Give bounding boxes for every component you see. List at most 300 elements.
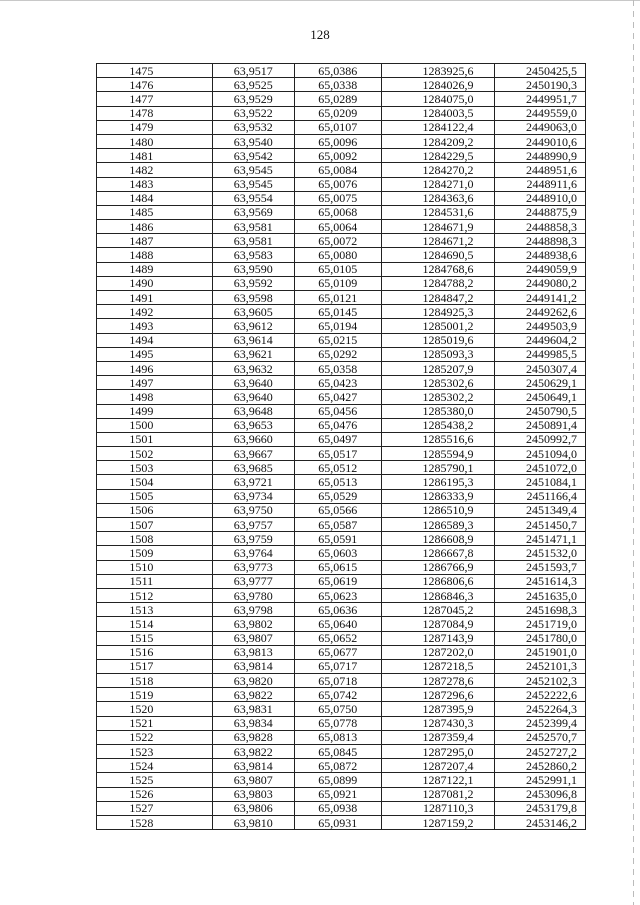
point-number-cell: 1516	[97, 645, 213, 659]
table-row	[97, 177, 586, 191]
latitude-cell: 63,9612	[212, 319, 294, 333]
longitude-cell: 65,0512	[294, 461, 381, 475]
table-row	[97, 787, 586, 801]
x-coordinate-cell: 1285207,9	[381, 361, 494, 375]
point-number-cell: 1480	[97, 134, 213, 148]
longitude-cell: 65,0497	[294, 432, 381, 446]
point-number-cell: 1510	[97, 560, 213, 574]
y-coordinate-cell: 2449080,2	[494, 276, 585, 290]
point-number-cell: 1476	[97, 78, 213, 92]
point-number-cell: 1526	[97, 787, 213, 801]
x-coordinate-cell: 1287110,3	[381, 801, 494, 815]
table-row	[97, 92, 586, 106]
point-number-cell: 1490	[97, 276, 213, 290]
latitude-cell: 63,9773	[212, 560, 294, 574]
longitude-cell: 65,0750	[294, 702, 381, 716]
table-row	[97, 432, 586, 446]
y-coordinate-cell: 2451094,0	[494, 447, 585, 461]
point-number-cell: 1497	[97, 376, 213, 390]
table-row	[97, 205, 586, 219]
x-coordinate-cell: 1285001,2	[381, 319, 494, 333]
table-row	[97, 234, 586, 248]
longitude-cell: 65,0677	[294, 645, 381, 659]
longitude-cell: 65,0652	[294, 631, 381, 645]
y-coordinate-cell: 2449559,0	[494, 106, 585, 120]
y-coordinate-cell: 2451450,7	[494, 518, 585, 532]
latitude-cell: 63,9777	[212, 574, 294, 588]
latitude-cell: 63,9592	[212, 276, 294, 290]
x-coordinate-cell: 1287045,2	[381, 603, 494, 617]
table-row	[97, 688, 586, 702]
point-number-cell: 1507	[97, 518, 213, 532]
point-number-cell: 1484	[97, 191, 213, 205]
latitude-cell: 63,9532	[212, 120, 294, 134]
longitude-cell: 65,0872	[294, 759, 381, 773]
point-number-cell: 1517	[97, 659, 213, 673]
latitude-cell: 63,9660	[212, 432, 294, 446]
y-coordinate-cell: 2449503,9	[494, 319, 585, 333]
table-row	[97, 645, 586, 659]
table-row	[97, 801, 586, 815]
y-coordinate-cell: 2450891,4	[494, 418, 585, 432]
latitude-cell: 63,9605	[212, 305, 294, 319]
y-coordinate-cell: 2452264,3	[494, 702, 585, 716]
table-row	[97, 447, 586, 461]
longitude-cell: 65,0529	[294, 489, 381, 503]
point-number-cell: 1502	[97, 447, 213, 461]
point-number-cell: 1483	[97, 177, 213, 191]
longitude-cell: 65,0358	[294, 361, 381, 375]
x-coordinate-cell: 1284026,9	[381, 78, 494, 92]
latitude-cell: 63,9803	[212, 787, 294, 801]
longitude-cell: 65,0845	[294, 745, 381, 759]
x-coordinate-cell: 1284768,6	[381, 262, 494, 276]
latitude-cell: 63,9721	[212, 475, 294, 489]
latitude-cell: 63,9813	[212, 645, 294, 659]
x-coordinate-cell: 1284209,2	[381, 134, 494, 148]
table-row	[97, 603, 586, 617]
latitude-cell: 63,9569	[212, 205, 294, 219]
longitude-cell: 65,0476	[294, 418, 381, 432]
longitude-cell: 65,0615	[294, 560, 381, 574]
y-coordinate-cell: 2451901,0	[494, 645, 585, 659]
latitude-cell: 63,9810	[212, 815, 294, 829]
table-row	[97, 759, 586, 773]
longitude-cell: 65,0456	[294, 404, 381, 418]
latitude-cell: 63,9590	[212, 262, 294, 276]
longitude-cell: 65,0778	[294, 716, 381, 730]
table-row	[97, 191, 586, 205]
latitude-cell: 63,9834	[212, 716, 294, 730]
y-coordinate-cell: 2449010,6	[494, 134, 585, 148]
latitude-cell: 63,9750	[212, 503, 294, 517]
latitude-cell: 63,9554	[212, 191, 294, 205]
y-coordinate-cell: 2450649,1	[494, 390, 585, 404]
y-coordinate-cell: 2448951,6	[494, 163, 585, 177]
longitude-cell: 65,0092	[294, 149, 381, 163]
latitude-cell: 63,9807	[212, 631, 294, 645]
point-number-cell: 1492	[97, 305, 213, 319]
table-row	[97, 78, 586, 92]
longitude-cell: 65,0064	[294, 220, 381, 234]
x-coordinate-cell: 1286195,3	[381, 475, 494, 489]
longitude-cell: 65,0194	[294, 319, 381, 333]
point-number-cell: 1514	[97, 617, 213, 631]
y-coordinate-cell: 2450190,3	[494, 78, 585, 92]
latitude-cell: 63,9529	[212, 92, 294, 106]
longitude-cell: 65,0566	[294, 503, 381, 517]
latitude-cell: 63,9734	[212, 489, 294, 503]
table-row	[97, 106, 586, 120]
longitude-cell: 65,0623	[294, 588, 381, 602]
longitude-cell: 65,0717	[294, 659, 381, 673]
x-coordinate-cell: 1287395,9	[381, 702, 494, 716]
point-number-cell: 1485	[97, 205, 213, 219]
latitude-cell: 63,9780	[212, 588, 294, 602]
table-row	[97, 659, 586, 673]
table-row	[97, 560, 586, 574]
x-coordinate-cell: 1286589,3	[381, 518, 494, 532]
table-row	[97, 319, 586, 333]
y-coordinate-cell: 2449985,5	[494, 347, 585, 361]
table-row	[97, 617, 586, 631]
y-coordinate-cell: 2452222,6	[494, 688, 585, 702]
y-coordinate-cell: 2450629,1	[494, 376, 585, 390]
y-coordinate-cell: 2452399,4	[494, 716, 585, 730]
latitude-cell: 63,9798	[212, 603, 294, 617]
x-coordinate-cell: 1284363,6	[381, 191, 494, 205]
table-row	[97, 120, 586, 134]
point-number-cell: 1491	[97, 291, 213, 305]
longitude-cell: 65,0289	[294, 92, 381, 106]
point-number-cell: 1521	[97, 716, 213, 730]
table-row	[97, 291, 586, 305]
latitude-cell: 63,9807	[212, 773, 294, 787]
table-row	[97, 475, 586, 489]
longitude-cell: 65,0292	[294, 347, 381, 361]
longitude-cell: 65,0938	[294, 801, 381, 815]
scan-edge-right	[633, 0, 634, 905]
x-coordinate-cell: 1286333,9	[381, 489, 494, 503]
table-row	[97, 702, 586, 716]
y-coordinate-cell: 2452101,3	[494, 659, 585, 673]
y-coordinate-cell: 2451349,4	[494, 503, 585, 517]
table-row	[97, 333, 586, 347]
x-coordinate-cell: 1287430,3	[381, 716, 494, 730]
point-number-cell: 1478	[97, 106, 213, 120]
table-row	[97, 163, 586, 177]
y-coordinate-cell: 2451780,0	[494, 631, 585, 645]
x-coordinate-cell: 1287084,9	[381, 617, 494, 631]
longitude-cell: 65,0121	[294, 291, 381, 305]
x-coordinate-cell: 1285516,6	[381, 432, 494, 446]
y-coordinate-cell: 2448910,0	[494, 191, 585, 205]
point-number-cell: 1504	[97, 475, 213, 489]
point-number-cell: 1528	[97, 815, 213, 829]
x-coordinate-cell: 1287218,5	[381, 659, 494, 673]
y-coordinate-cell: 2453146,2	[494, 815, 585, 829]
table-row	[97, 361, 586, 375]
longitude-cell: 65,0209	[294, 106, 381, 120]
longitude-cell: 65,0068	[294, 205, 381, 219]
table-row	[97, 376, 586, 390]
longitude-cell: 65,0076	[294, 177, 381, 191]
x-coordinate-cell: 1285790,1	[381, 461, 494, 475]
latitude-cell: 63,9822	[212, 688, 294, 702]
y-coordinate-cell: 2448875,9	[494, 205, 585, 219]
latitude-cell: 63,9648	[212, 404, 294, 418]
longitude-cell: 65,0080	[294, 248, 381, 262]
y-coordinate-cell: 2451532,0	[494, 546, 585, 560]
x-coordinate-cell: 1287143,9	[381, 631, 494, 645]
point-number-cell: 1488	[97, 248, 213, 262]
point-number-cell: 1477	[97, 92, 213, 106]
x-coordinate-cell: 1285438,2	[381, 418, 494, 432]
latitude-cell: 63,9764	[212, 546, 294, 560]
x-coordinate-cell: 1284229,5	[381, 149, 494, 163]
x-coordinate-cell: 1287295,0	[381, 745, 494, 759]
latitude-cell: 63,9814	[212, 759, 294, 773]
y-coordinate-cell: 2448911,6	[494, 177, 585, 191]
point-number-cell: 1508	[97, 532, 213, 546]
table-row	[97, 220, 586, 234]
latitude-cell: 63,9814	[212, 659, 294, 673]
x-coordinate-cell: 1286806,6	[381, 574, 494, 588]
x-coordinate-cell: 1286667,8	[381, 546, 494, 560]
latitude-cell: 63,9653	[212, 418, 294, 432]
table-row	[97, 64, 586, 78]
longitude-cell: 65,0718	[294, 674, 381, 688]
x-coordinate-cell: 1284671,2	[381, 234, 494, 248]
longitude-cell: 65,0636	[294, 603, 381, 617]
x-coordinate-cell: 1283925,6	[381, 64, 494, 78]
point-number-cell: 1489	[97, 262, 213, 276]
longitude-cell: 65,0072	[294, 234, 381, 248]
latitude-cell: 63,9540	[212, 134, 294, 148]
x-coordinate-cell: 1286608,9	[381, 532, 494, 546]
latitude-cell: 63,9802	[212, 617, 294, 631]
y-coordinate-cell: 2450992,7	[494, 432, 585, 446]
x-coordinate-cell: 1286766,9	[381, 560, 494, 574]
x-coordinate-cell: 1285302,6	[381, 376, 494, 390]
latitude-cell: 63,9828	[212, 730, 294, 744]
table-row	[97, 248, 586, 262]
point-number-cell: 1525	[97, 773, 213, 787]
point-number-cell: 1500	[97, 418, 213, 432]
scan-edge-top	[0, 0, 640, 5]
x-coordinate-cell: 1286846,3	[381, 588, 494, 602]
x-coordinate-cell: 1287202,0	[381, 645, 494, 659]
table-row	[97, 390, 586, 404]
y-coordinate-cell: 2452727,2	[494, 745, 585, 759]
y-coordinate-cell: 2449604,2	[494, 333, 585, 347]
y-coordinate-cell: 2451719,0	[494, 617, 585, 631]
point-number-cell: 1524	[97, 759, 213, 773]
table-row	[97, 489, 586, 503]
table-row	[97, 347, 586, 361]
table-row	[97, 574, 586, 588]
table-row	[97, 815, 586, 829]
point-number-cell: 1523	[97, 745, 213, 759]
y-coordinate-cell: 2448858,3	[494, 220, 585, 234]
x-coordinate-cell: 1284075,0	[381, 92, 494, 106]
table-row	[97, 276, 586, 290]
table-row	[97, 674, 586, 688]
point-number-cell: 1513	[97, 603, 213, 617]
latitude-cell: 63,9759	[212, 532, 294, 546]
latitude-cell: 63,9640	[212, 390, 294, 404]
point-number-cell: 1487	[97, 234, 213, 248]
x-coordinate-cell: 1285594,9	[381, 447, 494, 461]
longitude-cell: 65,0931	[294, 815, 381, 829]
point-number-cell: 1503	[97, 461, 213, 475]
point-number-cell: 1482	[97, 163, 213, 177]
x-coordinate-cell: 1284122,4	[381, 120, 494, 134]
x-coordinate-cell: 1285302,2	[381, 390, 494, 404]
longitude-cell: 65,0338	[294, 78, 381, 92]
longitude-cell: 65,0640	[294, 617, 381, 631]
x-coordinate-cell: 1287207,4	[381, 759, 494, 773]
table-row	[97, 305, 586, 319]
y-coordinate-cell: 2448898,3	[494, 234, 585, 248]
point-number-cell: 1498	[97, 390, 213, 404]
y-coordinate-cell: 2452102,3	[494, 674, 585, 688]
latitude-cell: 63,9545	[212, 163, 294, 177]
x-coordinate-cell: 1284690,5	[381, 248, 494, 262]
table-row	[97, 134, 586, 148]
y-coordinate-cell: 2450307,4	[494, 361, 585, 375]
y-coordinate-cell: 2453179,8	[494, 801, 585, 815]
longitude-cell: 65,0921	[294, 787, 381, 801]
point-number-cell: 1493	[97, 319, 213, 333]
longitude-cell: 65,0423	[294, 376, 381, 390]
table-row	[97, 149, 586, 163]
longitude-cell: 65,0107	[294, 120, 381, 134]
y-coordinate-cell: 2451614,3	[494, 574, 585, 588]
table-row	[97, 262, 586, 276]
longitude-cell: 65,0075	[294, 191, 381, 205]
point-number-cell: 1515	[97, 631, 213, 645]
longitude-cell: 65,0587	[294, 518, 381, 532]
table-row	[97, 532, 586, 546]
y-coordinate-cell: 2451698,3	[494, 603, 585, 617]
longitude-cell: 65,0742	[294, 688, 381, 702]
y-coordinate-cell: 2448938,6	[494, 248, 585, 262]
point-number-cell: 1475	[97, 64, 213, 78]
longitude-cell: 65,0517	[294, 447, 381, 461]
x-coordinate-cell: 1287296,6	[381, 688, 494, 702]
point-number-cell: 1496	[97, 361, 213, 375]
x-coordinate-cell: 1284271,0	[381, 177, 494, 191]
y-coordinate-cell: 2451635,0	[494, 588, 585, 602]
point-number-cell: 1511	[97, 574, 213, 588]
x-coordinate-cell: 1287359,4	[381, 730, 494, 744]
latitude-cell: 63,9525	[212, 78, 294, 92]
y-coordinate-cell: 2449059,9	[494, 262, 585, 276]
table-row	[97, 588, 586, 602]
table-row	[97, 631, 586, 645]
coordinates-table	[96, 63, 586, 830]
x-coordinate-cell: 1287122,1	[381, 773, 494, 787]
table-row	[97, 716, 586, 730]
table-row	[97, 461, 586, 475]
y-coordinate-cell: 2452570,7	[494, 730, 585, 744]
point-number-cell: 1519	[97, 688, 213, 702]
latitude-cell: 63,9522	[212, 106, 294, 120]
latitude-cell: 63,9806	[212, 801, 294, 815]
x-coordinate-cell: 1285093,3	[381, 347, 494, 361]
point-number-cell: 1481	[97, 149, 213, 163]
longitude-cell: 65,0513	[294, 475, 381, 489]
latitude-cell: 63,9757	[212, 518, 294, 532]
latitude-cell: 63,9667	[212, 447, 294, 461]
latitude-cell: 63,9632	[212, 361, 294, 375]
point-number-cell: 1486	[97, 220, 213, 234]
x-coordinate-cell: 1287081,2	[381, 787, 494, 801]
latitude-cell: 63,9820	[212, 674, 294, 688]
page-number: 128	[310, 27, 330, 42]
y-coordinate-cell: 2451166,4	[494, 489, 585, 503]
longitude-cell: 65,0096	[294, 134, 381, 148]
x-coordinate-cell: 1285019,6	[381, 333, 494, 347]
longitude-cell: 65,0427	[294, 390, 381, 404]
longitude-cell: 65,0899	[294, 773, 381, 787]
y-coordinate-cell: 2452860,2	[494, 759, 585, 773]
x-coordinate-cell: 1285380,0	[381, 404, 494, 418]
table-row	[97, 418, 586, 432]
point-number-cell: 1527	[97, 801, 213, 815]
y-coordinate-cell: 2452991,1	[494, 773, 585, 787]
point-number-cell: 1505	[97, 489, 213, 503]
point-number-cell: 1518	[97, 674, 213, 688]
x-coordinate-cell: 1284788,2	[381, 276, 494, 290]
point-number-cell: 1506	[97, 503, 213, 517]
y-coordinate-cell: 2450790,5	[494, 404, 585, 418]
longitude-cell: 65,0084	[294, 163, 381, 177]
table-body	[97, 64, 586, 830]
longitude-cell: 65,0386	[294, 64, 381, 78]
x-coordinate-cell: 1284531,6	[381, 205, 494, 219]
table-row	[97, 745, 586, 759]
latitude-cell: 63,9831	[212, 702, 294, 716]
table-row	[97, 730, 586, 744]
point-number-cell: 1494	[97, 333, 213, 347]
latitude-cell: 63,9545	[212, 177, 294, 191]
x-coordinate-cell: 1284003,5	[381, 106, 494, 120]
y-coordinate-cell: 2451072,0	[494, 461, 585, 475]
latitude-cell: 63,9598	[212, 291, 294, 305]
y-coordinate-cell: 2448990,9	[494, 149, 585, 163]
longitude-cell: 65,0145	[294, 305, 381, 319]
point-number-cell: 1512	[97, 588, 213, 602]
y-coordinate-cell: 2451593,7	[494, 560, 585, 574]
latitude-cell: 63,9685	[212, 461, 294, 475]
longitude-cell: 65,0591	[294, 532, 381, 546]
table-row	[97, 503, 586, 517]
x-coordinate-cell: 1287278,6	[381, 674, 494, 688]
longitude-cell: 65,0619	[294, 574, 381, 588]
latitude-cell: 63,9581	[212, 220, 294, 234]
y-coordinate-cell: 2451084,1	[494, 475, 585, 489]
x-coordinate-cell: 1287159,2	[381, 815, 494, 829]
point-number-cell: 1499	[97, 404, 213, 418]
latitude-cell: 63,9621	[212, 347, 294, 361]
x-coordinate-cell: 1284925,3	[381, 305, 494, 319]
latitude-cell: 63,9542	[212, 149, 294, 163]
table-row	[97, 404, 586, 418]
point-number-cell: 1509	[97, 546, 213, 560]
point-number-cell: 1501	[97, 432, 213, 446]
